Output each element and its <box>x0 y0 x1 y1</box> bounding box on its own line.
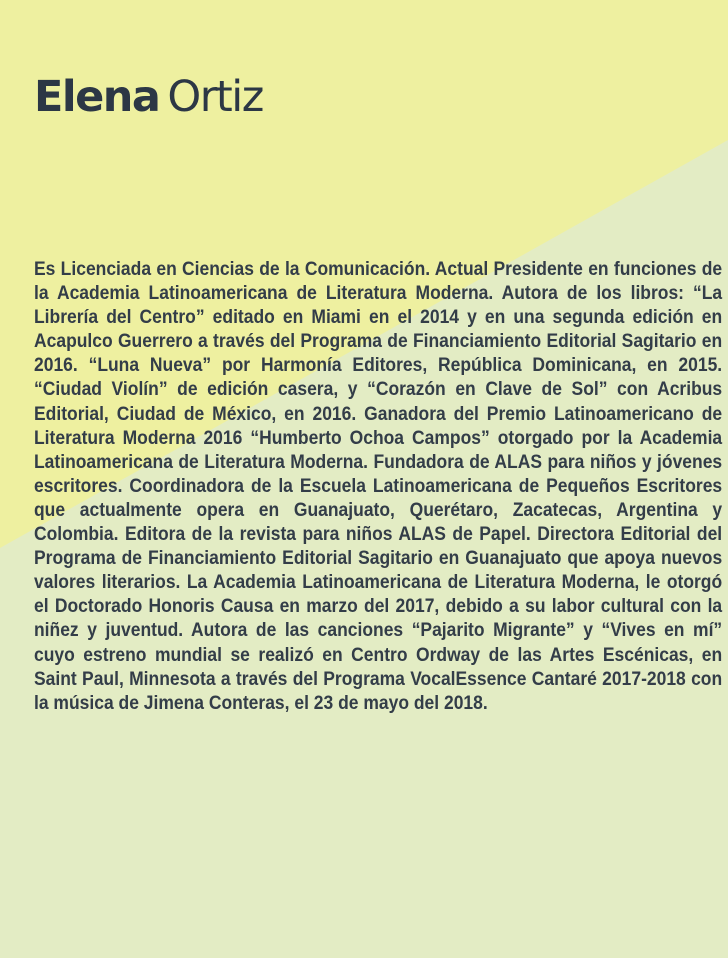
author-name <box>34 62 263 132</box>
author-bio: Es Licenciada en Ciencias de la Comunicación. Actual Presidente en funciones de la Academia Latinoamericana de Literatura Moderna. Autora de los libros: “La Librería del Centro” editado en Miami en el 2014 y en una segunda edición en Acapulco Guerrero a través del Programa de Financiamiento Editorial Sagitario en 2016. “Luna Nueva” por Harmonía Editores, República Dominicana, en 2015. “Ciudad Violín” de edición casera, y “Corazón en Clave de Sol” con Acribus Editorial, Ciudad de México, en 2016. Ganadora del Premio Latinoamericano de Literatura Moderna 2016 “Humberto Ochoa Campos” otorgado por la Academia Latinoamericana de Literatura Moderna. Fundadora de ALAS para niños y jóvenes escritores. Coordinadora de la Escuela Latinoamericana de Pequeños Escritores que actualmente opera en Guanajuato, Querétaro, Zacatecas, Argentina y Colombia. Editora de la revista para niños ALAS de Papel. Directora Editorial del Programa de Financiamiento Editorial Sagitario en Guanajuato que apoya nuevos valores literarios. La Academia Latinoamericana de Literatura Moderna, le otorgó el Doctorado Honoris Causa en marzo del 2017, debido a su labor cultural con la niñez y juventud. Autora de las canciones “Pajarito Migrante” y “Vives en mí” cuyo estreno mundial se realizó en Centro Ordway de las Artes Escénicas, en Saint Paul, Minnesota a través del Programa VocalEssence Cantaré 2017-2018 con la música de Jimena Conteras, el 23 de mayo del 2018. <box>34 259 723 714</box>
author-last-name: Ortiz <box>167 72 263 122</box>
author-first-name: Elena <box>34 72 160 122</box>
